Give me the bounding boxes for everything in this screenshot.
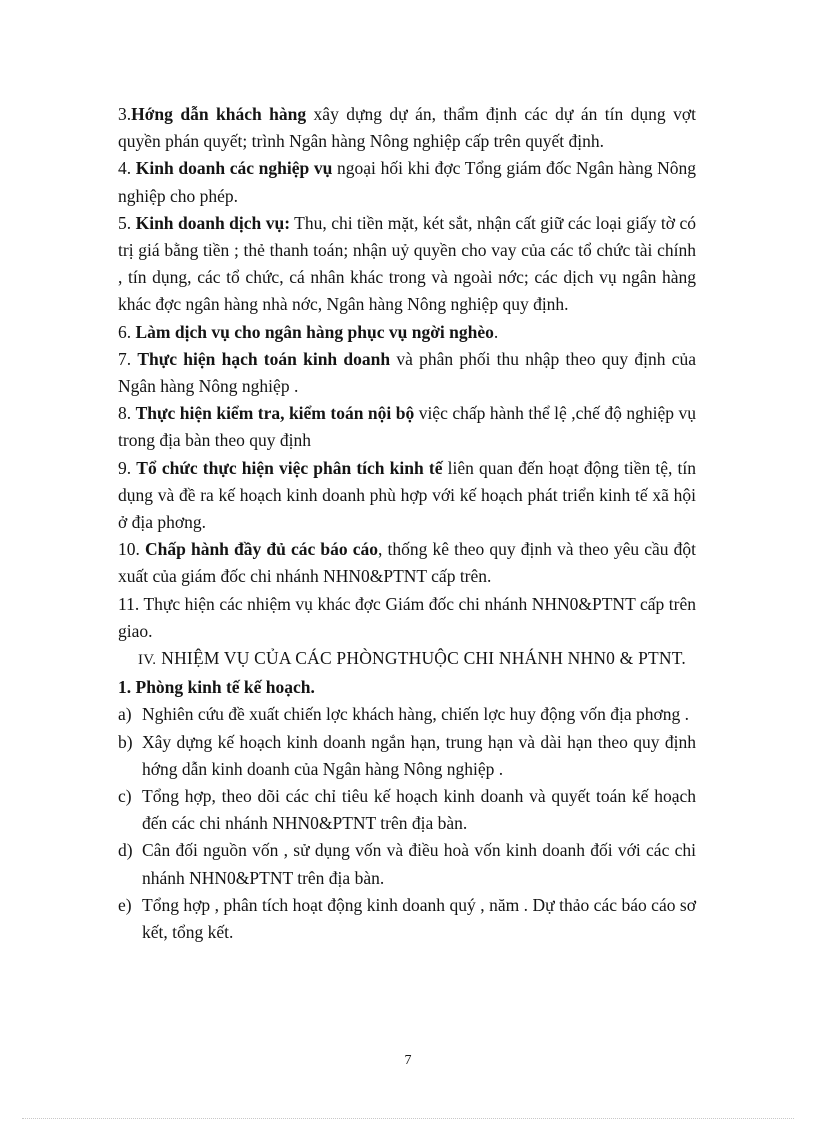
list-marker: e) xyxy=(118,894,132,915)
paragraph-8: 8. Thực hiện kiểm tra, kiểm toán nội bộ việc chấp hành thể lệ ,chế độ nghiệp vụ trong địa bàn theo quy định xyxy=(118,403,697,451)
page-bottom-divider xyxy=(22,1118,794,1119)
paragraph-4: 4. Kinh doanh các nghiệp vụ ngoại hối khi đợc Tổng giám đốc Ngân hàng Nông nghiệp cho phép. xyxy=(118,158,697,206)
list-item: d) Cân đối nguồn vốn , sử dụng vốn và điều hoà vốn kinh doanh đối với các chi nhánh NHN0&PTNT trên địa bàn. xyxy=(118,837,696,891)
task-list xyxy=(118,701,696,946)
paragraph-9: 9. Tổ chức thực hiện việc phân tích kinh tế liên quan đến hoạt động tiền tệ, tín dụng và đề ra kế hoạch kinh doanh phù hợp với kế hoạch phát triển kinh tế xã hội ở địa phơng. xyxy=(118,457,696,533)
paragraph-7: 7. Thực hiện hạch toán kinh doanh và phân phối thu nhập theo quy định của Ngân hàng Nông nghiệp . xyxy=(118,348,696,397)
bold-phrase: Thực hiện hạch toán kinh doanh xyxy=(137,348,391,369)
list-item: c) Tổng hợp, theo dõi các chỉ tiêu kế hoạch kinh doanh và quyết toán kế hoạch đến các chi nhánh NHN0&PTNT trên địa bàn. xyxy=(118,783,696,837)
list-item: a) Nghiên cứu đề xuất chiến lợc khách hàng, chiến lợc huy động vốn địa phơng . xyxy=(118,701,696,728)
bold-phrase: Kinh doanh dịch vụ: xyxy=(135,212,291,233)
paragraph-10: 10. Chấp hành đầy đủ các báo cáo, thống kê theo quy định và theo yêu cầu đột xuất của giám đốc chi nhánh NHN0&PTNT cấp trên. xyxy=(118,539,696,587)
section-heading xyxy=(118,645,696,674)
bold-phrase: Chấp hành đầy đủ các báo cáo xyxy=(145,539,378,560)
list-marker: c) xyxy=(118,786,132,807)
paragraph-6: 6. Làm dịch vụ cho ngân hàng phục vụ ngời nghèo. xyxy=(118,321,499,342)
bold-phrase: Kinh doanh các nghiệp vụ xyxy=(135,158,333,179)
paragraph-11: 11. Thực hiện các nhiệm vụ khác đợc Giám đốc chi nhánh NHN0&PTNT cấp trên giao. xyxy=(118,593,696,641)
list-marker: b) xyxy=(118,731,133,752)
section-title: NHIỆM VỤ CỦA CÁC PHÒNGTHUỘC CHI NHÁNH NHN0 & PTNT. xyxy=(161,648,686,669)
section-numeral: IV. xyxy=(138,652,157,669)
list-item: b) Xây dựng kế hoạch kinh doanh ngắn hạn, trung hạn và dài hạn theo quy định hớng dẫn kinh doanh của Ngân hàng Nông nghiệp . xyxy=(118,729,696,783)
bold-phrase: Tổ chức thực hiện việc phân tích kinh tế xyxy=(136,457,443,478)
subsection-heading: 1. Phòng kinh tế kế hoạch. xyxy=(118,677,315,698)
list-marker: a) xyxy=(118,704,132,725)
paragraph-3: 3.Hớng dẫn khách hàng xây dựng dự án, thẩm định các dự án tín dụng vợt quyền phán quyết; trình Ngân hàng Nông nghiệp cấp trên quyết định. xyxy=(118,104,696,152)
subsection-title: Phòng kinh tế kế hoạch. xyxy=(135,677,315,698)
bold-phrase: Làm dịch vụ cho ngân hàng phục vụ ngời nghèo xyxy=(135,321,494,342)
bold-phrase: Hớng dẫn khách hàng xyxy=(131,104,307,124)
body-text xyxy=(118,101,696,946)
list-item: e) Tổng hợp , phân tích hoạt động kinh doanh quý , năm . Dự thảo các báo cáo sơ kết, tổng kết. xyxy=(118,892,696,946)
list-marker: d) xyxy=(118,840,133,861)
page-number: 7 xyxy=(404,1053,412,1068)
paragraph-5: 5. Kinh doanh dịch vụ: Thu, chi tiền mặt, két sắt, nhận cất giữ các loại giấy tờ có trị giá bằng tiền ; thẻ thanh toán; nhận uỷ quyền cho vay của các tổ chức tài chính , tín dụng, các tổ chức, cá nhân khác trong và ngoài nớc; các dịch vụ ngân hàng khác đợc ngân hàng nhà nớc, Ngân hàng Nông nghiệp quy định. xyxy=(118,212,697,315)
bold-phrase: Thực hiện kiểm tra, kiểm toán nội bộ xyxy=(135,403,415,424)
